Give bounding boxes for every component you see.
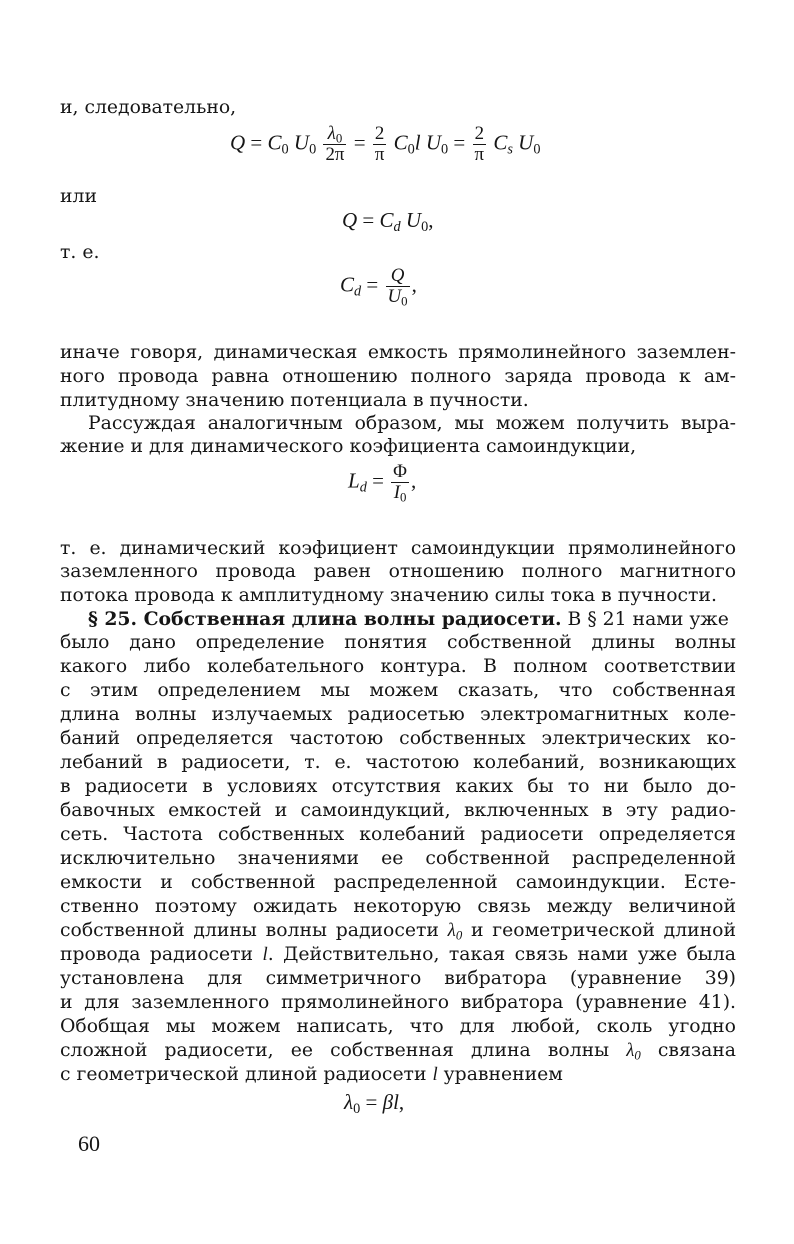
section-line-7: в радиосети в условиях отсутствия каких бы то ни было до- [60,776,736,797]
section-line-15: установлена для симметричного вибратора (уравнение 39) [60,968,736,989]
section-line-18: сложной радиосети, ее собственная длина волны $\lambda_0$ связана [60,1040,736,1063]
fraction-q-over-u0: $\frac{Q}{U_0}$ [387,265,408,309]
formula-q-cd: $Q = C_d$ $U_0$, [342,208,434,235]
formula-lambda0: $\lambda_0 = \beta l$, [344,1090,405,1117]
section-line-9: сеть. Частота собственных колебаний радиосети определяется [60,824,736,845]
section-line-5: баний определяется частотою собственных электрических ко- [60,728,736,749]
fraction-lambda-over-2pi: $\frac{\lambda_0}{2\pi}$ [325,123,345,165]
formula-cd: $C_d$ = $\frac{Q}{U_0}$ , [340,265,417,309]
section-line-10: исключительно значениями ее собственной распределенной [60,848,736,869]
section-line-19: с геометрической длиной радиосети l уравнением [60,1064,563,1085]
paragraph-1-line-1: иначе говоря, динамическая емкость прямолинейного заземлен- [60,342,736,363]
paragraph-3-line-3: потока провода к амплитудному значению силы тока в пучности. [60,585,717,606]
intro-label: и, следовательно, [60,97,237,118]
fraction-phi-over-i0: $\frac{\Phi}{I_0}$ [393,461,407,505]
paragraph-3-line-2: заземленного провода равен отношению полного магнитного [60,561,736,582]
paragraph-3-line-1: т. е. динамический коэфициент самоиндукции прямолинейного [60,538,736,559]
section-line-14: провода радиосети l. Действительно, такая связь нами уже была [60,944,736,965]
section-line-6: лебаний в радиосети, т. е. частотою колебаний, возникающих [60,752,736,773]
or-label: или [60,186,97,207]
fraction-2-over-pi: $\frac{2}{\pi}$ [374,123,385,165]
paragraph-2-line-1: Рассуждая аналогичным образом, мы можем получить выра- [88,413,736,434]
section-line-11: емкости и собственной распределенной самоиндукции. Есте- [60,872,736,893]
paragraph-2-line-2: жение и для динамического коэфициента самоиндукции, [60,436,637,457]
section-line-1: было дано определение понятия собственной длины волны [60,632,736,653]
section-line-12: ственно поэтому ожидать некоторую связь между величиной [60,896,736,917]
formula-ld: $L_d$ = $\frac{\Phi}{I_0}$ , [348,461,417,505]
section-heading: § 25. Собственная длина волны радиосети. [88,608,562,630]
paragraph-1-line-3: плитудному значению потенциала в пучности. [60,390,529,411]
section-line-2: какого либо колебательного контура. В полном соответствии [60,656,736,677]
section-line-8: бавочных емкостей и самоиндукций, включенных в эту радио- [60,800,736,821]
section-line-4: длина волны излучаемых радиосетью электромагнитных коле- [60,704,736,725]
paragraph-1-line-2: ного провода равна отношению полного заряда провода к ам- [60,366,736,387]
fraction-2-over-pi-2: $\frac{2}{\pi}$ [474,123,485,165]
ie-label: т. е. [60,242,100,263]
section-line-3: с этим определением мы можем сказать, что собственная [60,680,736,701]
section-line-13: собственной длины волны радиосети $\lambda_0$ и геометрической длиной [60,920,736,943]
formula-q-expansion: $Q = C_0$ $U_0$ $\frac{\lambda_0}{2\pi}$ = $\frac{2}{\pi}$ $C_0l$ $U_0$ = $\frac{2}{\pi}$ $C_s$ $U_0$ [230,123,541,165]
page-number: 60 [78,1131,100,1156]
section-line-16: и для заземленного прямолинейного вибратора (уравнение 41). [60,992,736,1013]
section-25-first-line: § 25. Собственная длина волны радиосети. В § 21 нами уже [88,608,729,630]
section-line-17: Обобщая мы можем написать, что для любой, сколь угодно [60,1016,736,1037]
